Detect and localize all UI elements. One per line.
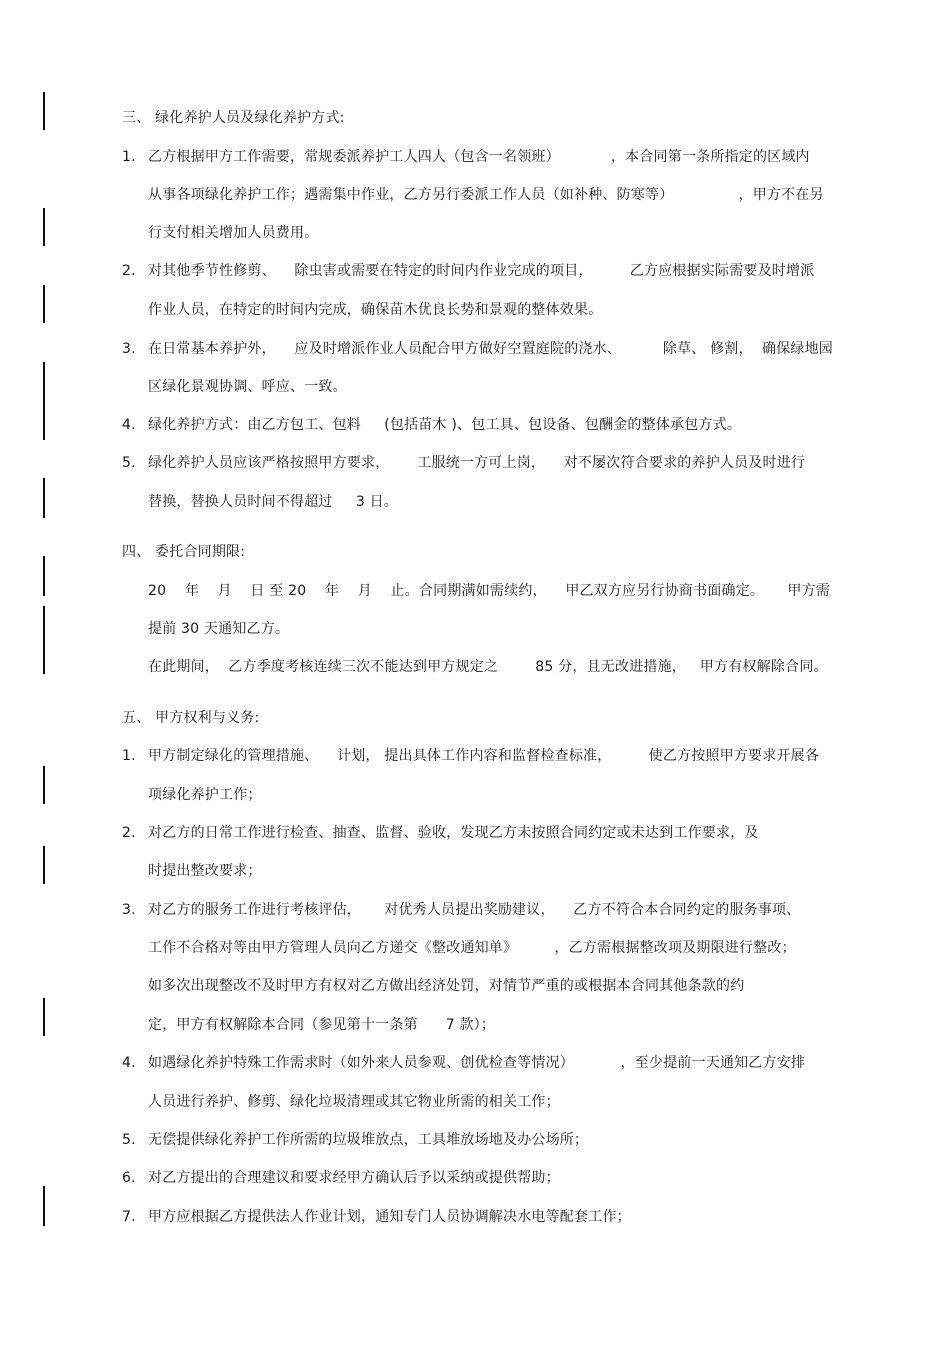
item-text-line: 从事各项绿化养护工作；遇需集中作业，乙方另行委派工作人员（如补种、防寒等） ，甲方不在另 [148, 187, 824, 203]
item-text-line: 绿化养护方式：由乙方包工、包料 (包括苗木 )、包工具、包设备、包酬金的整体承包方式。 [148, 417, 742, 433]
section-heading: 四、 委托合同期限: [122, 544, 246, 560]
item-number: 3. [122, 341, 136, 357]
item-text-line: 时提出整改要求； [148, 863, 262, 879]
item-number: 6. [122, 1170, 136, 1186]
margin-bar [43, 362, 45, 440]
margin-bar [43, 998, 45, 1036]
margin-bar [43, 606, 45, 674]
section-heading: 三、 绿化养护人员及绿化养护方式: [122, 110, 345, 126]
margin-bar [43, 846, 45, 884]
margin-bar [43, 285, 45, 323]
item-number: 4. [122, 1055, 136, 1071]
item-text-line: 甲方制定绿化的管理措施、 计划， 提出具体工作内容和监督检查标准， 使乙方按照甲方要求开展各 [148, 748, 820, 764]
item-number: 1. [122, 149, 136, 165]
item-text-line: 乙方根据甲方工作需要，常规委派养护工人四人（包含一名领班） ，本合同第一条所指定的区域内 [148, 149, 810, 165]
margin-bar [43, 766, 45, 804]
item-text-line: 如多次出现整改不及时甲方有权对乙方做出经济处罚，对情节严重的或根据本合同其他条款的约 [148, 978, 745, 994]
item-text-line: 对乙方的服务工作进行考核评估， 对优秀人员提出奖励建议， 乙方不符合本合同约定的服务事项、 [148, 902, 801, 918]
item-text-line: 绿化养护人员应该严格按照甲方要求， 工服统一方可上岗， 对不屡次符合要求的养护人员及时进行 [148, 455, 806, 471]
item-text-line: 在日常基本养护外， 应及时增派作业人员配合甲方做好空置庭院的浇水、 除草、 修割， 确保绿地园 [148, 341, 834, 357]
item-number: 1. [122, 748, 136, 764]
margin-bar [43, 208, 45, 246]
item-text-line: 在此期间， 乙方季度考核连续三次不能达到甲方规定之 85 分，且无改进措施， 甲方有权解除合同。 [148, 659, 828, 675]
item-number: 7. [122, 1209, 136, 1225]
item-text-line: 替换，替换人员时间不得超过 3 日。 [148, 494, 399, 510]
item-number: 2. [122, 825, 136, 841]
item-number: 2. [122, 263, 136, 279]
item-number: 3. [122, 902, 136, 918]
margin-bar [43, 556, 45, 596]
margin-bar [43, 92, 45, 130]
item-text-line: 项绿化养护工作； [148, 787, 262, 803]
margin-bar [43, 478, 45, 518]
item-text-line: 无偿提供绿化养护工作所需的垃圾堆放点，工具堆放场地及办公场所； [148, 1132, 589, 1148]
item-text-line: 提前 30 天通知乙方。 [148, 621, 290, 637]
item-text-line: 作业人员，在特定的时间内完成，确保苗木优良长势和景观的整体效果。 [148, 302, 603, 318]
item-number: 4. [122, 417, 136, 433]
item-text-line: 行支付相关增加人员费用。 [148, 225, 319, 241]
item-text-line: 对乙方提出的合理建议和要求经甲方确认后予以采纳或提供帮助； [148, 1170, 560, 1186]
item-text-line: 区绿化景观协调、呼应、一致。 [148, 379, 347, 395]
item-text-line: 如遇绿化养护特殊工作需求时（如外来人员参观、创优检查等情况） ，至少提前一天通知乙方安排 [148, 1055, 806, 1071]
item-text-line: 定，甲方有权解除本合同（参见第十一条第 7 款）； [148, 1017, 496, 1033]
item-text-line: 对乙方的日常工作进行检查、抽查、监督、验收，发现乙方未按照合同约定或未达到工作要求，及 [148, 825, 759, 841]
item-number: 5. [122, 455, 136, 471]
item-text-line: 甲方应根据乙方提供法人作业计划，通知专门人员协调解决水电等配套工作； [148, 1209, 631, 1225]
item-text-line: 20 年 月 日 至 20 年 月 止。合同期满如需续约， 甲乙双方应另行协商书面确定。 甲方需 [148, 583, 830, 599]
item-text-line: 人员进行养护、修剪、绿化垃圾清理或其它物业所需的相关工作； [148, 1094, 560, 1110]
margin-bar [43, 1186, 45, 1226]
section-heading: 五、 甲方权利与义务: [122, 710, 260, 726]
item-number: 5. [122, 1132, 136, 1148]
item-text-line: 工作不合格对等由甲方管理人员向乙方递交《整改通知单》 ，乙方需根据整改项及期限进行整改； [148, 940, 796, 956]
item-text-line: 对其他季节性修剪、 除虫害或需要在特定的时间内作业完成的项目， 乙方应根据实际需要及时增派 [148, 263, 815, 279]
